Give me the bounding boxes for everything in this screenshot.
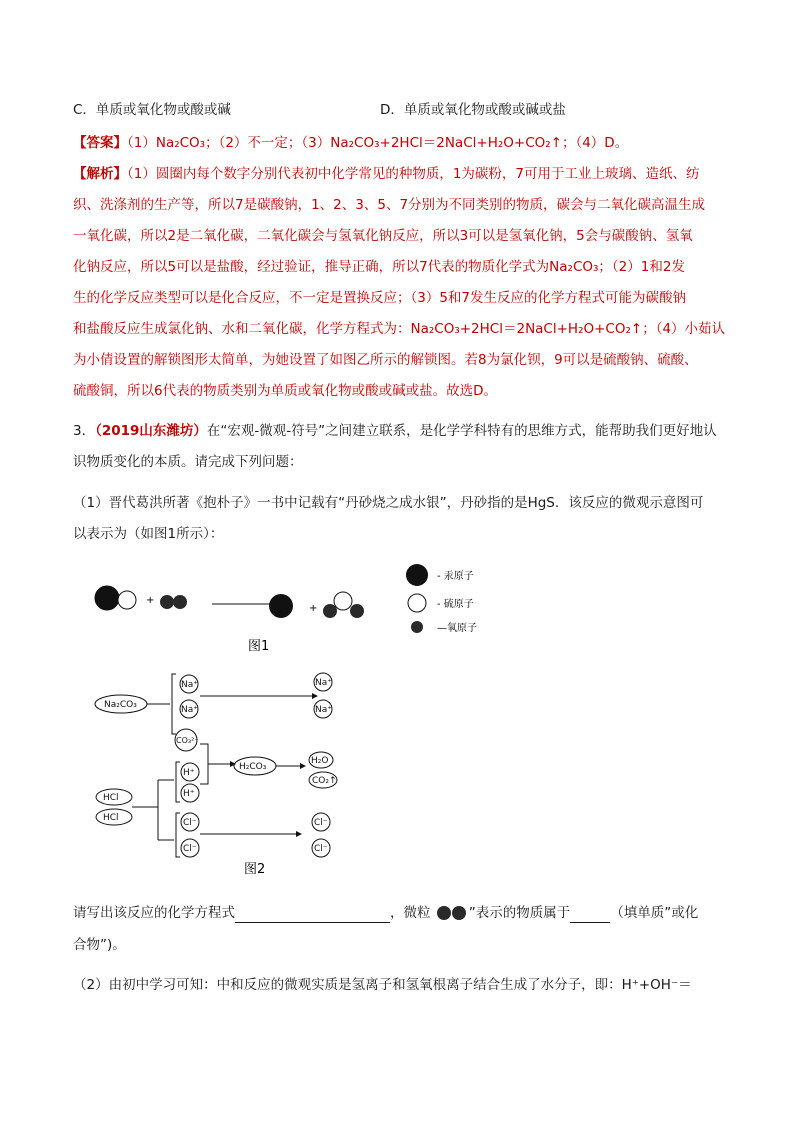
svg-text:H⁺: H⁺ <box>183 789 195 799</box>
fill-text-d: （填单质”或化 <box>610 905 699 921</box>
legend-oxygen-atom <box>411 621 423 633</box>
svg-text:Cl⁻: Cl⁻ <box>183 818 197 828</box>
svg-text:Na⁺: Na⁺ <box>181 705 198 715</box>
oxygen-atom <box>160 595 174 609</box>
oxygen-atom <box>323 604 337 618</box>
q3-fill-line-2: 合物”)。 <box>73 937 126 953</box>
plus-sign-2: + <box>309 603 318 614</box>
legend-sulfur-label: - 硫原子 <box>437 599 474 610</box>
svg-text:H₂CO₃: H₂CO₃ <box>239 762 267 772</box>
figure-1 <box>85 555 535 660</box>
svg-text:Cl⁻: Cl⁻ <box>314 818 328 828</box>
sulfur-atom <box>334 592 352 610</box>
oxygen-atom <box>350 604 364 618</box>
analysis-line-5: 生的化学反应类型可以是化合反应，不一定是置换反应；（3）5和7发生反应的化学方程式可能为碳酸钠 <box>73 290 687 306</box>
q3-part1-line-2: 以表示为（如图1所示）： <box>73 526 224 542</box>
answer-text: （1）Na₂CO₃；（2）不一定；（3）Na₂CO₃+2HCl＝2NaCl+H₂O+CO₂↑；（4）D。 <box>127 135 629 151</box>
na2co3-label: Na₂CO₃ <box>104 700 137 710</box>
option-c: C．单质或氧化物或酸或碱 <box>73 102 231 118</box>
option-d: D．单质或氧化物或酸或碱或盐 <box>380 102 566 118</box>
analysis-line-6: 和盐酸反应生成氯化钠、水和二氧化碳，化学方程式为：Na₂CO₃+2HCl＝2NaCl+H₂O+CO₂↑；（4）小茹认 <box>73 321 726 337</box>
mercury-atom <box>95 586 119 610</box>
answer-tag: 【答案】 <box>73 135 127 151</box>
analysis-line-8: 硫酸铜，所以6代表的物质类别为单质或氧化物或酸或碱或盐。故选D。 <box>73 383 497 399</box>
legend-mercury-atom <box>406 564 428 586</box>
svg-text:Na⁺: Na⁺ <box>315 678 332 688</box>
svg-text:H₂O: H₂O <box>311 756 329 766</box>
q3-source: （2019山东潍坊） <box>95 423 207 439</box>
sulfur-atom <box>118 591 136 609</box>
q3-stem-line-2: 识物质变化的本质。请完成下列问题： <box>73 454 303 470</box>
q3-stem-line-1 <box>73 421 717 441</box>
legend-oxygen-label: —氧原子 <box>437 623 477 634</box>
svg-text:Na⁺: Na⁺ <box>315 705 332 715</box>
figure-2 <box>90 662 390 882</box>
analysis-line-1 <box>73 164 700 184</box>
substance-type-blank[interactable] <box>570 906 610 923</box>
analysis-tag: 【解析】 <box>73 166 127 182</box>
analysis-text-1: （1）圆圈内每个数字分别代表初中化学常见的种物质，1为碳粉，7可用于工业上玻璃、造纸、纺 <box>127 166 700 182</box>
analysis-line-7: 为小倩设置的解锁图形太简单，为她设置了如图乙所示的解锁图。若8为氯化钡，9可以是硫酸钠、硫酸、 <box>73 352 698 368</box>
figure-2-caption: 图2 <box>244 862 266 877</box>
q3-part2-line: （2）由初中学习可知：中和反应的微观实质是氢离子和氢氧根离子结合生成了水分子，即：H⁺+OH⁻＝ <box>73 977 692 993</box>
svg-text:H⁺: H⁺ <box>183 768 195 778</box>
q3-number: 3． <box>73 423 96 439</box>
q3-stem-text: 在“宏观-微观-符号”之间建立联系，是化学学科特有的思维方式，能帮助我们更好地认 <box>206 423 717 439</box>
fill-text-c: ”表示的物质属于 <box>468 905 571 921</box>
analysis-line-2: 织、洗涤剂的生产等，所以7是碳酸钠，1、2、3、5、7分别为不同类别的物质，碳会与二氧化碳高温生成 <box>73 197 706 213</box>
q3-part1-line-1: （1）晋代葛洪所著《抱朴子》一书中记载有“丹砂烧之成水银”，丹砂指的是HgS．该反应的微观示意图可 <box>73 495 704 511</box>
oxygen-atom <box>173 595 187 609</box>
svg-text:CO₂↑: CO₂↑ <box>312 776 337 786</box>
answer-line <box>73 133 628 153</box>
legend-sulfur-atom <box>408 594 426 612</box>
analysis-line-3: 一氧化碳，所以2是二氧化碳，二氧化碳会与氢氧化钠反应，所以3可以是氢氧化钠，5会与碳酸钠、氢氧 <box>73 228 693 244</box>
fill-text-b: ，微粒 <box>390 905 431 921</box>
figure-1-caption: 图1 <box>248 639 270 654</box>
legend-mercury-label: - 汞原子 <box>437 571 474 582</box>
mercury-atom <box>269 594 293 618</box>
svg-text:HCl: HCl <box>103 813 119 823</box>
svg-text:Cl⁻: Cl⁻ <box>314 844 328 854</box>
fill-text-a: 请写出该反应的化学方程式 <box>73 905 235 921</box>
equation-answer-blank[interactable] <box>235 906 390 923</box>
svg-text:HCl: HCl <box>103 793 119 803</box>
oxygen-molecule-icon <box>435 905 469 921</box>
plus-sign-1: + <box>146 595 155 606</box>
svg-text:Na⁺: Na⁺ <box>181 680 198 690</box>
q3-fill-line-1 <box>73 903 698 923</box>
analysis-line-4: 化钠反应，所以5可以是盐酸，经过验证，推导正确，所以7代表的物质化学式为Na₂CO₃；（2）1和2发 <box>73 259 685 275</box>
svg-text:CO₃²⁻: CO₃²⁻ <box>176 736 199 745</box>
svg-text:Cl⁻: Cl⁻ <box>183 844 197 854</box>
